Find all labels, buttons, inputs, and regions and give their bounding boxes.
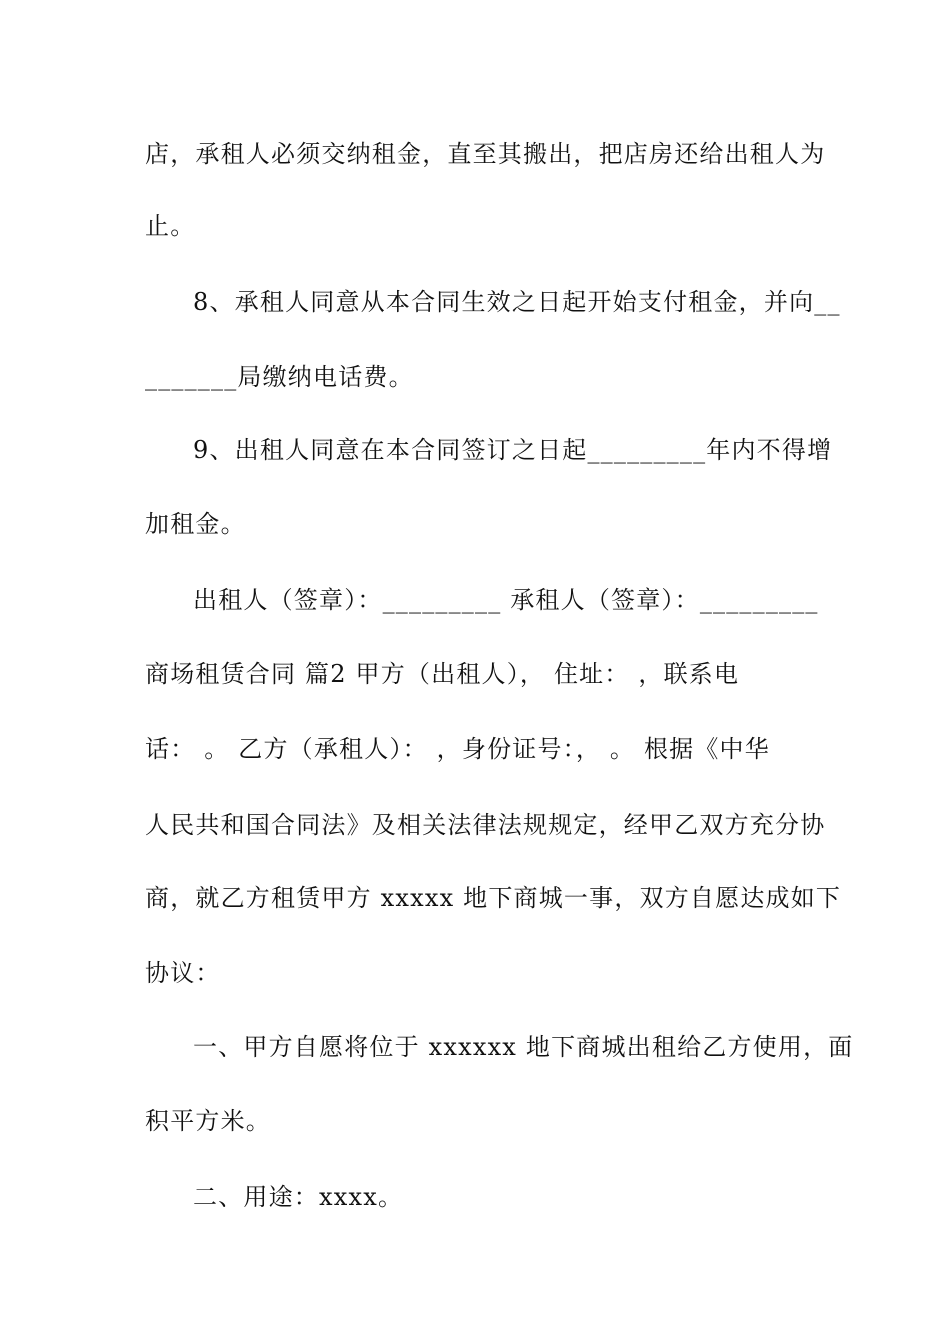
contract-2-line-5: 协议： — [145, 959, 221, 987]
clause-9-line-2: 加租金。 — [145, 510, 246, 538]
contract-2-line-1: 商场租赁合同 篇2 甲方（出租人）， 住址： ，联系电 — [145, 660, 740, 688]
contract-2-line-4: 商，就乙方租赁甲方 xxxxx 地下商城一事，双方自愿达成如下 — [145, 884, 842, 912]
paragraph-line-2: 止。 — [145, 212, 196, 240]
signature-line: 出租人（签章）：_________ 承租人（签章）：_________ — [193, 586, 819, 614]
article-2-line: 二、用途：xxxx。 — [193, 1183, 404, 1211]
clause-9-line-1: 9、出租人同意在本合同签订之日起_________年内不得增 — [193, 436, 833, 464]
clause-8-line-1: 8、承租人同意从本合同生效之日起开始支付租金，并向__ — [193, 288, 841, 316]
paragraph-line-1: 店，承租人必须交纳租金，直至其搬出，把店房还给出租人为 — [145, 140, 826, 168]
contract-2-line-3: 人民共和国合同法》及相关法律法规规定，经甲乙双方充分协 — [145, 811, 826, 839]
contract-2-line-2: 话： 。 乙方（承租人）： ，身份证号：， 。 根据《中华 — [145, 735, 770, 763]
article-1-line-2: 积平方米。 — [145, 1107, 271, 1135]
clause-8-line-2: _______局缴纳电话费。 — [145, 363, 414, 391]
article-1-line-1: 一、甲方自愿将位于 xxxxxx 地下商城出租给乙方使用，面 — [193, 1033, 854, 1061]
